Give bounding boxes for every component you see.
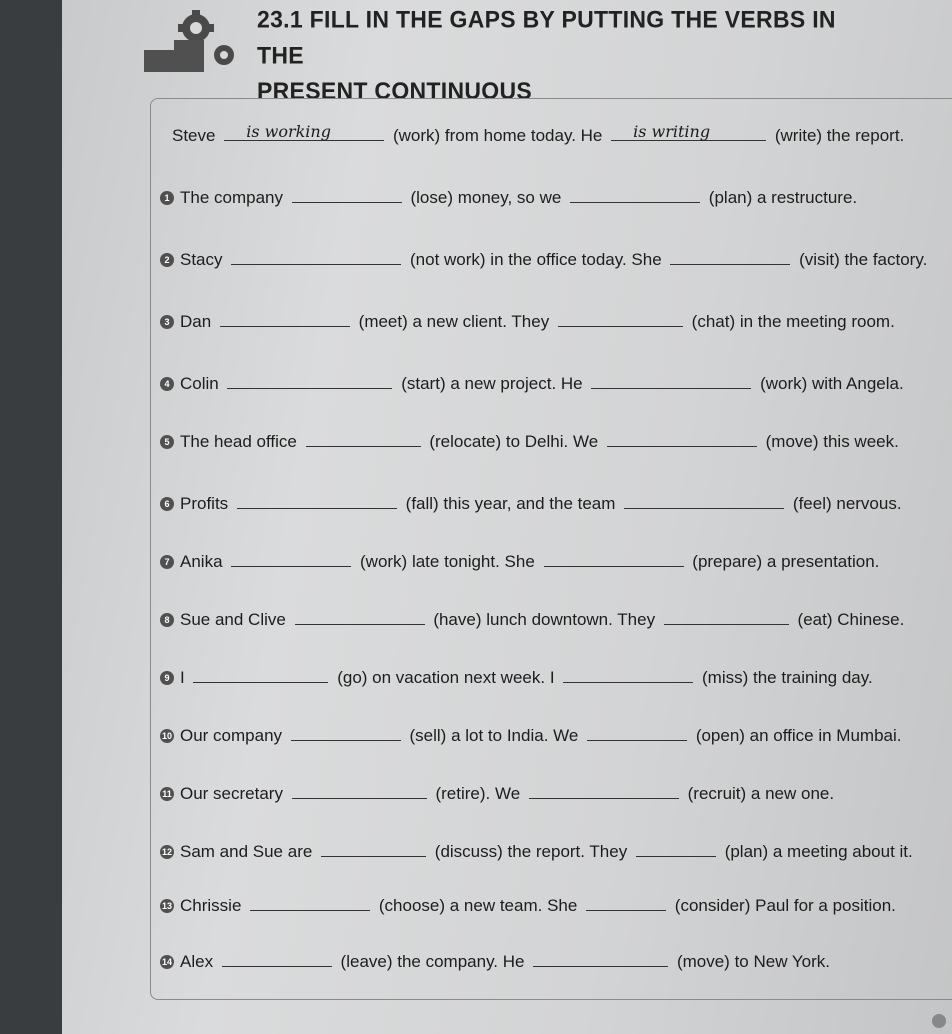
answer-blank-1[interactable]: [222, 952, 332, 967]
item-middle: (lose) money, so we: [410, 188, 562, 207]
item-subject: Colin: [180, 374, 219, 393]
item-middle: (have) lunch downtown. They: [433, 610, 656, 629]
example-subject: Steve: [172, 126, 216, 145]
answer-blank-2[interactable]: [558, 312, 683, 327]
exercise-item: [160, 312, 895, 332]
item-middle: (not work) in the office today. She: [410, 250, 662, 269]
item-subject: Sam and Sue are: [180, 842, 313, 861]
item-middle: (retire). We: [435, 784, 521, 803]
answer-blank-1[interactable]: [306, 432, 421, 447]
example-gap-2: [611, 122, 766, 141]
exercise-box: [150, 98, 952, 1000]
item-number: 9: [160, 671, 174, 685]
exercise-item: [160, 784, 834, 804]
exercise-item: [160, 494, 902, 514]
item-end: (miss) the training day.: [702, 668, 873, 687]
item-subject: Dan: [180, 312, 212, 331]
item-subject: The head office: [180, 432, 297, 451]
item-subject: Our secretary: [180, 784, 283, 803]
item-subject: Our company: [180, 726, 283, 745]
item-middle: (fall) this year, and the team: [405, 494, 616, 513]
exercise-item: [160, 896, 896, 916]
example-answer-2: is writing: [633, 122, 711, 141]
item-number: 2: [160, 253, 174, 267]
exercise-item: [160, 374, 904, 394]
exercise-item: [160, 250, 927, 270]
answer-blank-2[interactable]: [607, 432, 757, 447]
answer-blank-1[interactable]: [231, 552, 351, 567]
item-subject: Sue and Clive: [180, 610, 286, 629]
item-end: (open) an office in Mumbai.: [695, 726, 902, 745]
item-middle: (meet) a new client. They: [358, 312, 550, 331]
answer-blank-2[interactable]: [529, 784, 679, 799]
answer-blank-1[interactable]: [292, 188, 402, 203]
answer-blank-2[interactable]: [586, 896, 666, 911]
answer-blank-2[interactable]: [533, 952, 668, 967]
item-number: 6: [160, 497, 174, 511]
answer-blank-2[interactable]: [624, 494, 784, 509]
answer-blank-1[interactable]: [237, 494, 397, 509]
item-number: 8: [160, 613, 174, 627]
item-number: 5: [160, 435, 174, 449]
exercise-item: [160, 552, 879, 572]
answer-blank-1[interactable]: [193, 668, 328, 683]
example-answer-1: is working: [246, 122, 331, 141]
item-middle: (choose) a new team. She: [378, 896, 578, 915]
exercise-item: [160, 432, 899, 452]
example-middle: (work) from home today. He: [392, 126, 603, 145]
answer-blank-2[interactable]: [664, 610, 789, 625]
item-number: 1: [160, 191, 174, 205]
item-end: (chat) in the meeting room.: [691, 312, 895, 331]
item-subject: Chrissie: [180, 896, 242, 915]
exercise-item: [160, 610, 904, 630]
item-middle: (start) a new project. He: [401, 374, 583, 393]
exercise-title-line2: PRESENT CONTINUOUS: [257, 77, 533, 105]
exercise-item: [160, 188, 857, 208]
item-subject: Alex: [180, 952, 214, 971]
answer-blank-1[interactable]: [321, 842, 426, 857]
item-end: (plan) a restructure.: [708, 188, 858, 207]
item-number: 7: [160, 555, 174, 569]
answer-blank-1[interactable]: [295, 610, 425, 625]
example-end: (write) the report.: [774, 126, 905, 145]
item-number: 13: [161, 901, 172, 911]
item-middle: (go) on vacation next week. I: [337, 668, 555, 687]
item-middle: (leave) the company. He: [340, 952, 525, 971]
item-end: (work) with Angela.: [760, 374, 904, 393]
item-end: (eat) Chinese.: [797, 610, 905, 629]
answer-blank-1[interactable]: [250, 896, 370, 911]
exercise-title-line1: 23.1 FILL IN THE GAPS BY PUTTING THE VERBS IN THE: [257, 5, 836, 69]
item-end: (prepare) a presentation.: [692, 552, 880, 571]
answer-blank-2[interactable]: [636, 842, 716, 857]
item-subject: Stacy: [180, 250, 223, 269]
item-end: (feel) nervous.: [792, 494, 902, 513]
exercise-item: [160, 726, 902, 746]
item-subject: Profits: [180, 494, 229, 513]
item-end: (plan) a meeting about it.: [724, 842, 913, 861]
item-number: 4: [160, 377, 174, 391]
item-middle: (relocate) to Delhi. We: [429, 432, 599, 451]
gear-logo-icon: [134, 10, 244, 80]
item-end: (move) to New York.: [676, 952, 831, 971]
example-sentence: [172, 122, 905, 146]
item-end: (visit) the factory.: [799, 250, 928, 269]
item-subject: The company: [180, 188, 283, 207]
answer-blank-1[interactable]: [291, 726, 401, 741]
answer-blank-1[interactable]: [292, 784, 427, 799]
item-number: 14: [161, 957, 172, 967]
item-subject: Anika: [180, 552, 223, 571]
answer-blank-2[interactable]: [563, 668, 693, 683]
item-end: (consider) Paul for a position.: [674, 896, 896, 915]
answer-blank-1[interactable]: [220, 312, 350, 327]
item-subject: I: [180, 668, 185, 687]
item-middle: (work) late tonight. She: [360, 552, 535, 571]
answer-blank-2[interactable]: [591, 374, 751, 389]
item-end: (recruit) a new one.: [687, 784, 835, 803]
exercise-title: [257, 1, 857, 108]
item-number: 12: [161, 847, 172, 857]
item-number: 11: [160, 787, 174, 801]
answer-blank-2[interactable]: [670, 250, 790, 265]
item-number: 10: [161, 731, 172, 741]
exercise-item: [160, 668, 873, 688]
item-end: (move) this week.: [765, 432, 899, 451]
answer-blank-2[interactable]: [544, 552, 684, 567]
item-middle: (sell) a lot to India. We: [409, 726, 579, 745]
item-number: 3: [160, 315, 174, 329]
audio-icon: [932, 1014, 946, 1028]
answer-blank-1[interactable]: [231, 250, 401, 265]
answer-blank-2[interactable]: [570, 188, 700, 203]
example-gap-1: [224, 122, 384, 141]
item-middle: (discuss) the report. They: [434, 842, 628, 861]
answer-blank-1[interactable]: [227, 374, 392, 389]
answer-blank-2[interactable]: [587, 726, 687, 741]
exercise-item: [160, 842, 913, 862]
exercise-item: [160, 952, 830, 972]
